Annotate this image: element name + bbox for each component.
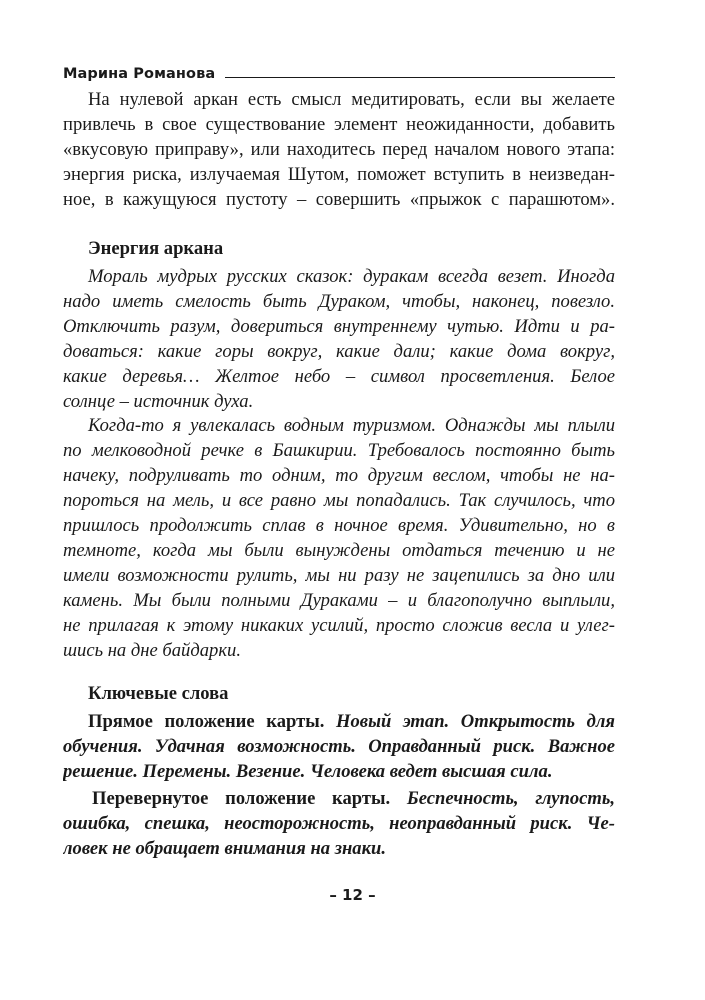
text-line: пришлось продолжить сплав в ночное время. Удивительно, но в: [63, 515, 615, 536]
reversed-label: Перевернутое положение карты.: [92, 788, 391, 809]
text-line: ошибка, спешка, неосторожность, неоправданный риск. Че-: [63, 813, 615, 834]
upright-keywords: Новый этап. Открытость для: [336, 711, 615, 732]
upright-label: Прямое положение карты.: [88, 711, 325, 732]
text-line: надо иметь смелость быть Дураком, чтобы, наконец, повезло.: [63, 291, 615, 312]
section-heading-energy: Энергия аркана: [88, 238, 224, 259]
text-line: имели возможности рулить, мы ни разу не зацепились за дно или: [63, 565, 615, 586]
text-line: темноте, когда мы были вынуждены отдаться течению и не: [63, 540, 615, 561]
text-line: Когда-то я увлекалась водным туризмом. Однажды мы плыли: [88, 415, 615, 436]
text-line: [63, 787, 615, 811]
text-line: какие деревья… Желтое небо – символ просветления. Белое: [63, 366, 615, 387]
text-line: «вкусовую приправу», или находитесь перед началом нового этапа:: [63, 139, 615, 160]
text-line: камень. Мы были полными Дураками – и благополучно выплыли,: [63, 590, 615, 611]
running-header: [63, 62, 615, 86]
text-line: не прилагая к этому никаких усилий, просто сложив весла и улег-: [63, 615, 615, 636]
section-heading-keywords: Ключевые слова: [88, 683, 229, 704]
author-name: Марина Романова: [63, 66, 216, 82]
text-line: Мораль мудрых русских сказок: дуракам всегда везет. Иногда: [88, 266, 615, 287]
text-line: [63, 710, 615, 734]
text-line: ное, в кажущуюся пустоту – совершить «прыжок с парашютом».: [63, 189, 615, 210]
header-rule: [225, 77, 615, 78]
text-line: решение. Перемены. Везение. Человека ведет высшая сила.: [63, 761, 553, 782]
text-line: На нулевой аркан есть смысл медитировать, если вы желаете: [88, 89, 615, 110]
text-line: энергия риска, излучаемая Шутом, поможет вступить в неизведан-: [63, 164, 615, 185]
text-line: шись на дне байдарки.: [63, 640, 241, 661]
text-line: обучения. Удачная возможность. Оправданный риск. Важное: [63, 736, 615, 757]
reversed-keywords: Беспечность, глупость,: [406, 788, 615, 809]
text-line: пороться на мель, и все равно мы попадались. Так случилось, что: [63, 490, 615, 511]
text-line: ловек не обращает внимания на знаки.: [63, 838, 386, 859]
text-line: Отключить разум, довериться внутреннему чутью. Идти и ра-: [63, 316, 615, 337]
text-line: солнце – источник духа.: [63, 391, 254, 412]
text-line: по мелководной речке в Башкирии. Требовалось постоянно быть: [63, 440, 615, 461]
text-line: начеку, подруливать то одним, то другим веслом, чтобы не на-: [63, 465, 615, 486]
page-number: – 12 –: [329, 886, 376, 904]
text-line: привлечь в свое существование элемент неожиданности, добавить: [63, 114, 615, 135]
text-line: доваться: какие горы вокруг, какие дали; какие дома вокруг,: [63, 341, 615, 362]
